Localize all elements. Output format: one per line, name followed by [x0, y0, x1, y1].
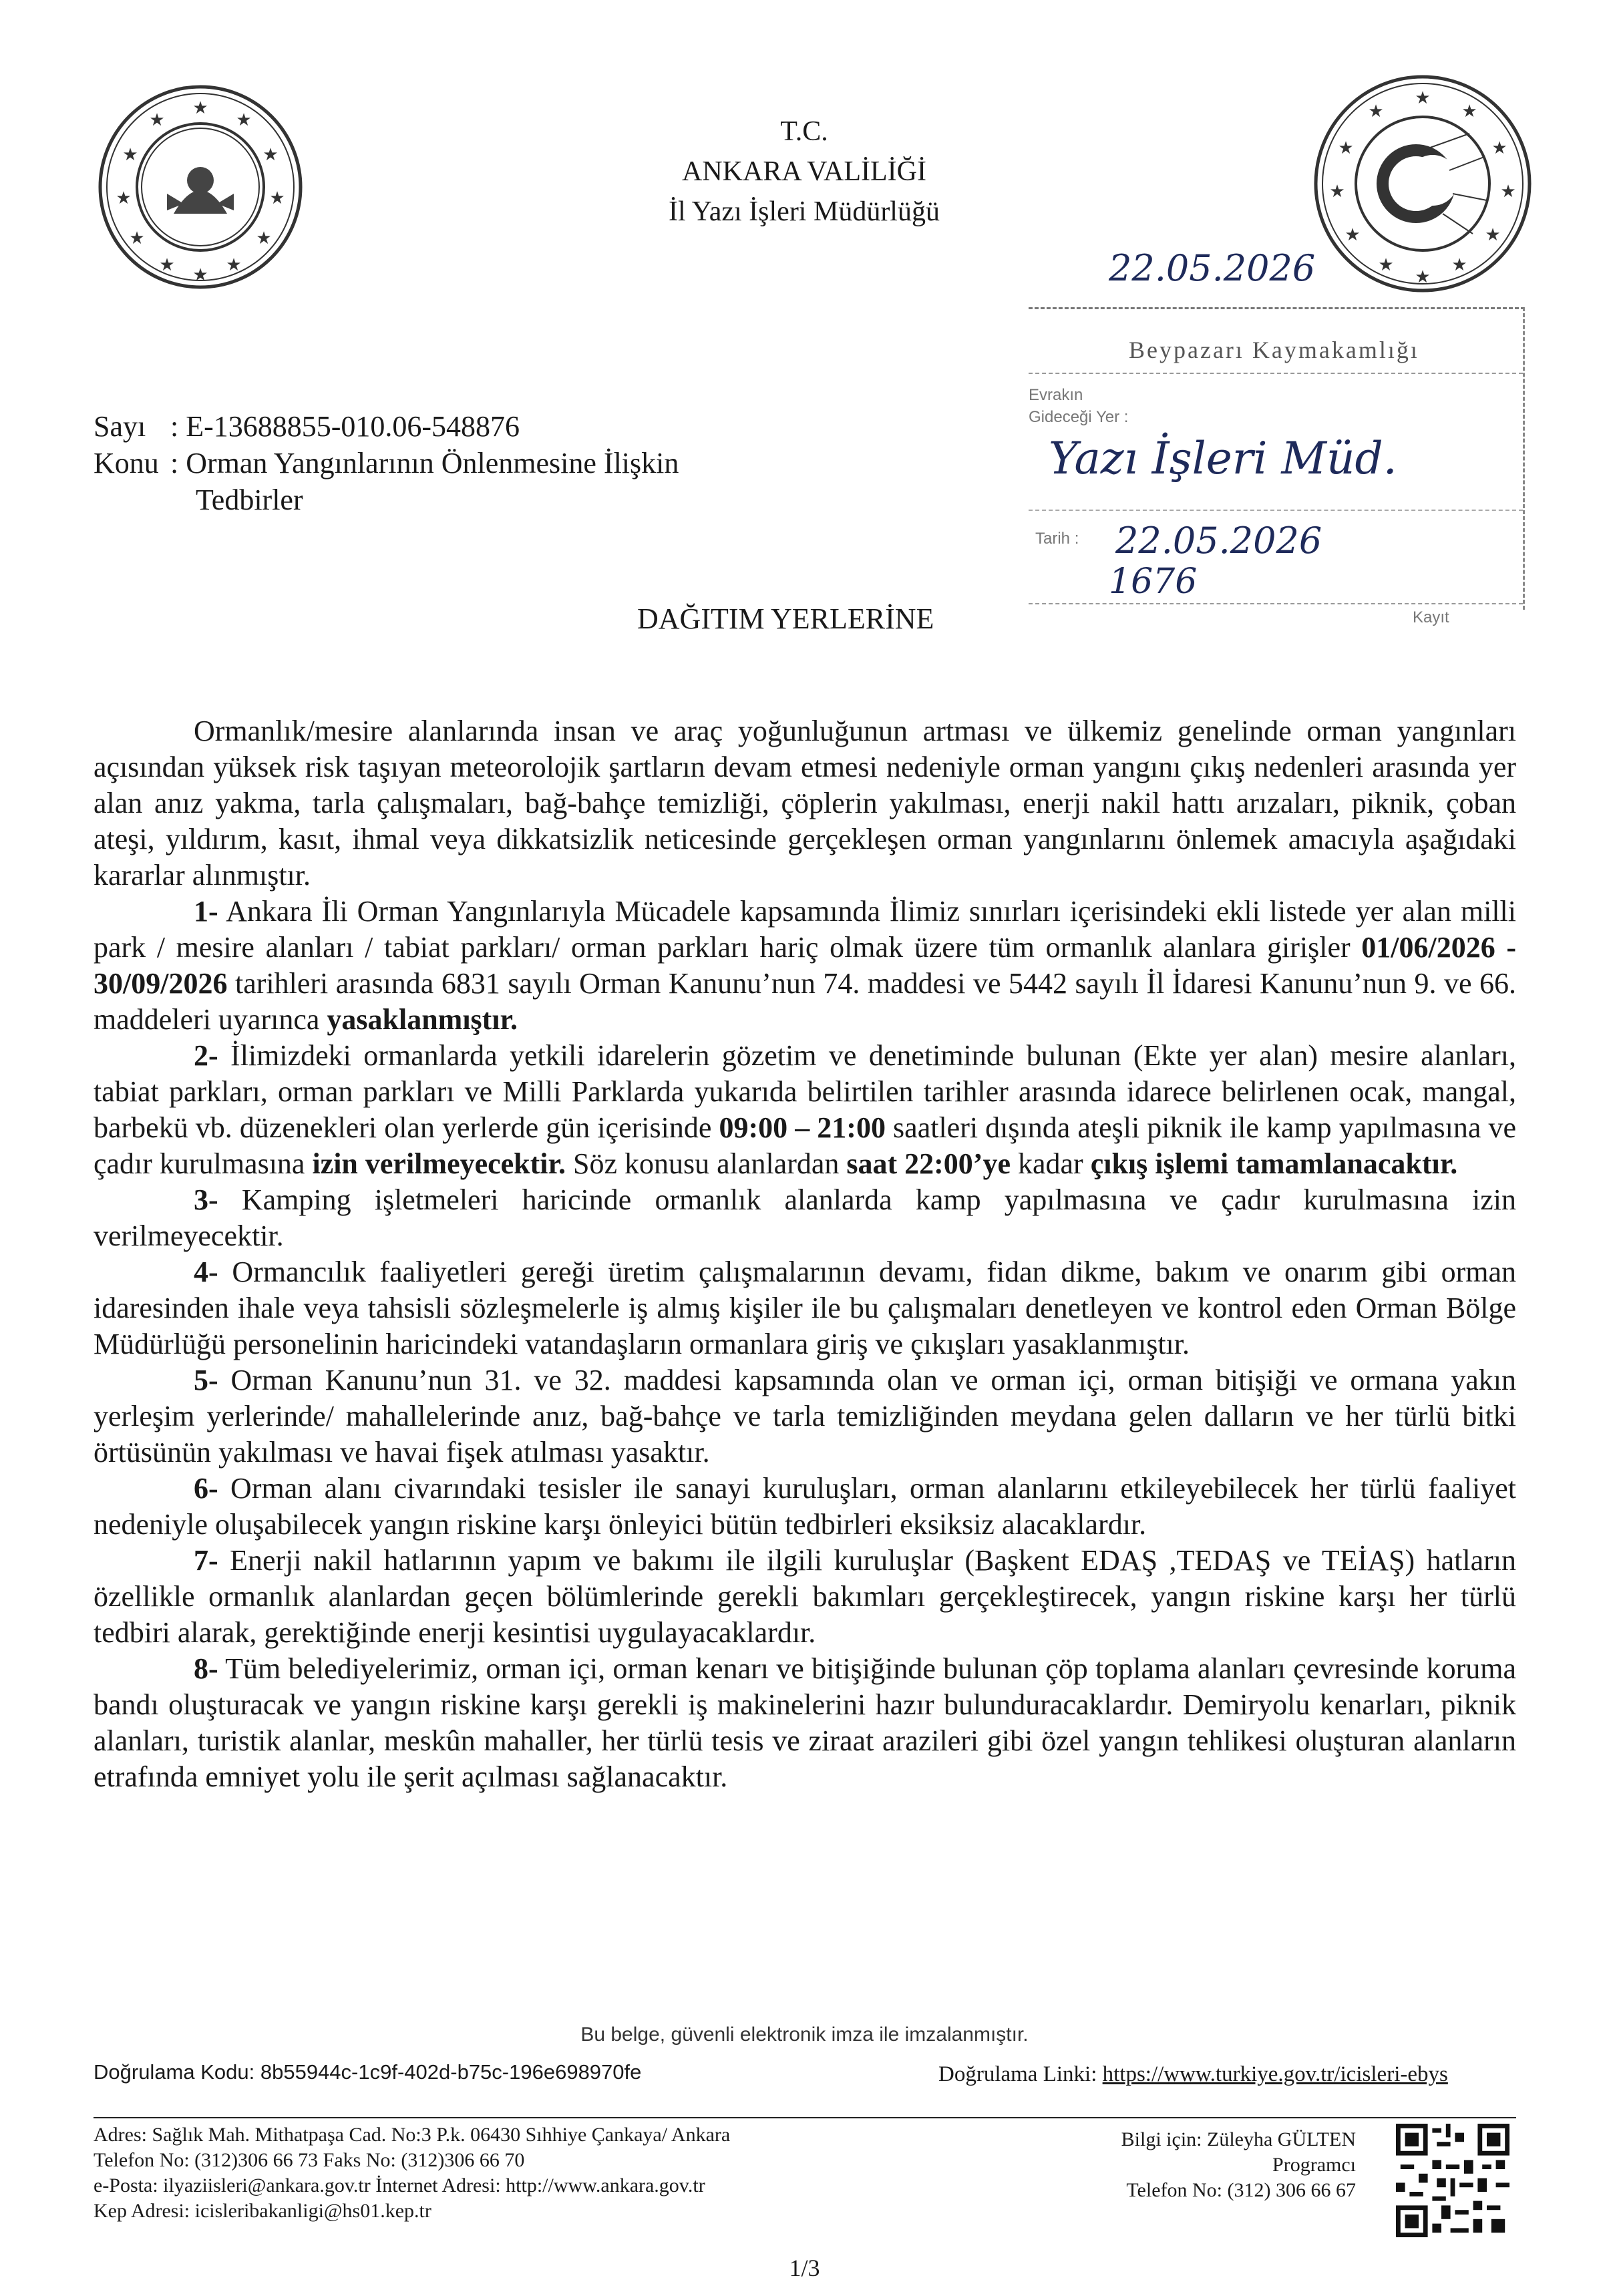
svg-text:★: ★ [1415, 88, 1431, 108]
page-number: 1/3 [789, 2255, 820, 2281]
stamp-label-date: Tarih : [1035, 530, 1079, 548]
item-6-text: Orman alanı civarındaki tesisler ile sanayi kuruluşları, orman alanlarını etkileyebilecek her türlü faaliyet nedeniyle oluşabilecek yangın riskine karşı önleyici bütün tedbirleri eksiksiz alacaklardır. [94, 1472, 1516, 1541]
item-7-number: 7- [194, 1544, 218, 1577]
item-2-number: 2- [194, 1039, 218, 1072]
svg-text:★: ★ [1500, 182, 1516, 202]
svg-text:★: ★ [256, 228, 272, 248]
item-5-text: Orman Kanunu’nun 31. ve 32. maddesi kapsamında olan ve orman içi, orman bitişiği ve ormana yakın yerleşim yerlerinde/ mahallelerinde anız, bağ-bahçe ve tarla temizliğinden meydana gelen dalların ve her türlü bitki örtüsünün yakılması ve havai fişek atılması yasaktır. [94, 1364, 1516, 1469]
svg-text:★: ★ [1415, 267, 1431, 287]
item-5 [94, 1362, 1516, 1471]
governorship-seal-right [1309, 70, 1536, 297]
svg-text:★: ★ [1451, 255, 1467, 275]
item-1-dates: 01/06/2026 - 30/09/2026 [94, 931, 1517, 1000]
svg-text:★: ★ [192, 265, 208, 285]
item-4-number: 4- [194, 1256, 218, 1288]
item-3-text: Kamping işletmeleri haricinde ormanlık alanlarda kamp yapılmasına ve çadır kurulmasına izin verilmeyecektir. [94, 1183, 1516, 1252]
ministry-seal-left [94, 80, 307, 294]
svg-text:★: ★ [1491, 138, 1507, 158]
stamp-divider [1029, 373, 1523, 374]
item-8-number: 8- [194, 1652, 218, 1685]
handwritten-department: Yazı İşleri Müd. [1049, 433, 1397, 484]
stamp-divider [1029, 603, 1523, 604]
sayi-label: Sayı [94, 410, 146, 443]
item-3-number: 3- [194, 1183, 218, 1216]
konu-value: : Orman Yangınlarının Önlenmesine İlişkin [170, 447, 679, 480]
intro-paragraph: Ormanlık/mesire alanlarında insan ve araç yoğunluğunun artması ve ülkemiz genelinde orman yangınları açısından yüksek risk taşıyan meteorolojik şartların devam etmesi nedeniyle orman yangını çıkış nedenleri arasında yer alan anız yakma, tarla çalışmaları, bağ-bahçe temizliği, çöplerin yakılması, enerji nakil hattı arızaları, piknik, çoban ateşi, yıldırım, kasıt, ihmal veya dikkatsizlik neticesinde gerçekleşen orman yangınlarını önlemek amacıyla aşağıdaki kararlar alınmıştır. [94, 715, 1516, 892]
item-2 [94, 1038, 1516, 1182]
svg-text:★: ★ [236, 110, 252, 130]
footer-email: e-Posta: ilyaziisleri@ankara.gov.tr İnternet Adresi: http://www.ankara.gov.tr [94, 2174, 705, 2196]
stamp-label-evrak: Evrakın [1029, 386, 1083, 404]
svg-text:★: ★ [1368, 102, 1384, 122]
receipt-stamp [1029, 307, 1525, 626]
info-contact-phone: Telefon No: (312) 306 66 67 [1126, 2179, 1356, 2201]
subject-continued: Tedbirler [196, 484, 303, 516]
stamp-label-destination: Gideceği Yer : [1029, 408, 1129, 426]
header-tc: T.C. [780, 116, 828, 147]
svg-text:★: ★ [1329, 182, 1345, 202]
svg-text:★: ★ [129, 228, 145, 248]
svg-text:★: ★ [192, 98, 208, 118]
item-2-text: İlimizdeki ormanlarda yetkili idarelerin gözetim ve denetiminde bulunan (Ekte yer alan) mesire alanları, tabiat parkları, orman parkları ve Milli Parklarda yukarıda belirtilen tarihler arasında idarece belirlenen ocak, mangal, barbekü vb. düzenekleri olan yerlerde gün içerisinde [94, 1039, 1516, 1144]
item-7 [94, 1543, 1516, 1651]
svg-text:★: ★ [1461, 102, 1477, 122]
header-department: İl Yazı İşleri Müdürlüğü [669, 196, 940, 227]
svg-text:★: ★ [149, 110, 165, 130]
svg-text:★: ★ [262, 145, 279, 165]
item-5-number: 5- [194, 1364, 218, 1396]
reference-number [94, 409, 520, 445]
stamp-divider [1029, 510, 1523, 511]
footer-kep: Kep Adresi: icisleribakanligi@hs01.kep.tr [94, 2200, 431, 2222]
item-6 [94, 1471, 1516, 1543]
subject [94, 445, 679, 482]
item-6-number: 6- [194, 1472, 218, 1505]
konu-label: Konu [94, 447, 159, 480]
svg-text:★: ★ [1345, 225, 1361, 245]
header-institution: ANKARA VALİLİĞİ [682, 156, 926, 187]
item-2-text-cont: saatleri dışında ateşli piknik ile kamp yapılmasına ve çadır kurulmasına [94, 1111, 1516, 1180]
letter-body [94, 713, 1516, 1795]
svg-text:★: ★ [269, 188, 285, 208]
item-1 [94, 894, 1516, 1038]
footer-divider [94, 2117, 1516, 2118]
item-2-time: saat 22:00’ye [846, 1147, 1011, 1180]
item-3 [94, 1182, 1516, 1254]
item-2-text-cont3: kadar [1010, 1147, 1091, 1180]
svg-text:★: ★ [1378, 255, 1394, 275]
item-1-number: 1- [194, 895, 218, 928]
esign-notice: Bu belge, güvenli elektronik imza ile imzalanmıştır. [580, 2024, 1029, 2046]
item-2-hours: 09:00 – 21:00 [719, 1111, 886, 1144]
svg-text:★: ★ [1338, 138, 1354, 158]
item-8-text: Tüm belediyelerimiz, orman içi, orman kenarı ve bitişiğinde bulunan çöp toplama alanları çevresinde koruma bandı oluşturacak ve yangın riskine karşı gerekli iş makinelerini hazır bulunduracaklardır. Demiryolu kenarları, piknik alanları, turistik alanlar, meskûn mahaller, her türlü tesis ve ziraat arazileri gibi özel yangın tehlikesi oluşturan alanların etrafında emniyet yolu ile şerit açılması sağlanacaktır. [94, 1652, 1516, 1793]
item-1-text-cont: tarihleri arasında 6831 sayılı Orman Kanunu’nun 74. maddesi ve 5442 sayılı İl İdaresi Kanunu’nun 9. ve 66. maddeleri uyarınca [94, 967, 1516, 1036]
item-8 [94, 1651, 1516, 1795]
info-contact-name: Bilgi için: Züleyha GÜLTEN [1121, 2128, 1356, 2150]
item-2-text-cont2: Söz konusu alanlardan [566, 1147, 847, 1180]
item-7-text: Enerji nakil hatlarının yapım ve bakımı ile ilgili kuruluşlar (Başkent EDAŞ ,TEDAŞ ve TEİAŞ) hatların özellikle ormanlık alanlardan geçen bölümlerinde gerekli bakımları gerçekleştirecek, yangın riskine karşı her türlü tedbiri alarak, gerektiğinde enerji kesintisi uygulayacaklardır. [94, 1544, 1516, 1649]
svg-text:★: ★ [226, 255, 242, 275]
item-1-text: Ankara İli Orman Yangınlarıyla Mücadele kapsamında İlimiz sınırları içerisindeki ekli listede yer alan milli park / mesire alanları / tabiat parkları/ orman parkları hariç olmak üzere tüm ormanlık alanlara girişler [94, 895, 1516, 964]
verification-code: Doğrulama Kodu: 8b55944c-1c9f-402d-b75c-196e698970fe [94, 2060, 642, 2084]
svg-text:★: ★ [1485, 225, 1501, 245]
svg-text:★: ★ [122, 145, 138, 165]
recipient: DAĞITIM YERLERİNE [637, 602, 934, 635]
handwritten-record-no: 1676 [1109, 562, 1198, 602]
footer-contact [94, 2122, 730, 2224]
stamp-label-record: Kayıt [1413, 608, 1449, 626]
footer-phone: Telefon No: (312)306 66 73 Faks No: (312)306 66 70 [94, 2149, 525, 2171]
verification-link-url[interactable]: https://www.turkiye.gov.tr/icisleri-ebys [1102, 2062, 1448, 2086]
qr-code [1396, 2124, 1509, 2237]
footer-address: Adres: Sağlık Mah. Mithatpaşa Cad. No:3 P.k. 06430 Sıhhiye Çankaya/ Ankara [94, 2124, 731, 2146]
svg-text:★: ★ [159, 255, 175, 275]
item-1-prohibited: yasaklanmıştır. [327, 1003, 518, 1036]
item-2-not-permitted: izin verilmeyecektir. [312, 1147, 566, 1180]
handwritten-date-stamp: 22.05.2026 [1115, 520, 1322, 562]
svg-text:★: ★ [116, 188, 132, 208]
sayi-value: : E-13688855-010.06-548876 [170, 410, 520, 443]
stamp-title: Beypazarı Kaymakamlığı [1129, 337, 1419, 363]
item-4 [94, 1254, 1516, 1362]
footer-info [1069, 2127, 1356, 2203]
item-2-exit: çıkış işlemi tamamlanacaktır. [1090, 1147, 1458, 1180]
verification-link [938, 2062, 1448, 2087]
info-contact-title: Programcı [1272, 2154, 1356, 2176]
handwritten-date-top: 22.05.2026 [1109, 247, 1316, 289]
verification-link-label: Doğrulama Linki: [938, 2062, 1103, 2086]
item-4-text: Ormancılık faaliyetleri gereği üretim çalışmalarının devamı, fidan dikme, bakım ve onarım gibi orman idaresinden ihale veya tahsisli sözleşmelerle iş almış kişiler ile bu çalışmaları denetleyen ve kontrol eden Orman Bölge Müdürlüğü personelinin haricindeki vatandaşların ormanlara giriş ve çıkışları yasaklanmıştır. [94, 1256, 1516, 1360]
